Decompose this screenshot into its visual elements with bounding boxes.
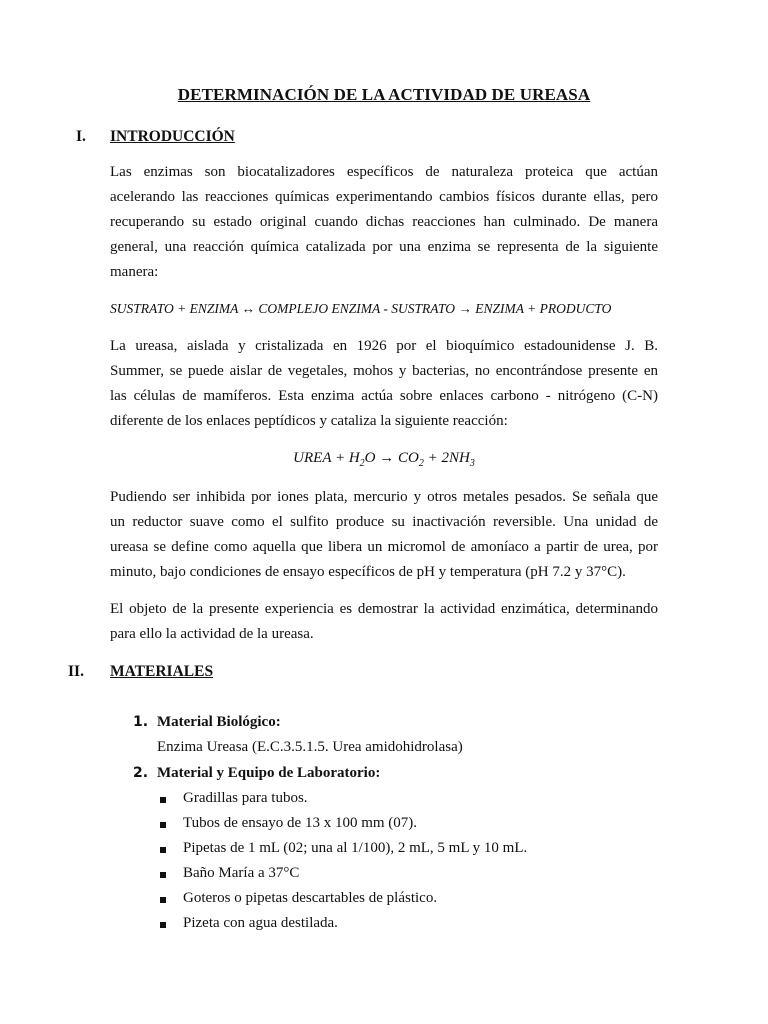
text-line: un reductor suave como el sulfito produce su inactivación reversible. Una unidad de [110,514,658,530]
square-bullet-icon [160,822,166,828]
eq-part: CO [398,450,419,466]
text-line: minuto, bajo condiciones de ensayo específicos de pH y temperatura (pH 7.2 y 37°C). [110,564,626,580]
text-line: manera: [110,264,159,280]
intro-paragraph-3 [110,485,658,585]
intro-paragraph-4 [110,597,658,647]
item-number: 1. [133,714,149,730]
text-line: Pudiendo ser inhibida por iones plata, mercurio y otros metales pesados. Se señala que [110,489,658,505]
text-line: recuperando su estado original cuando dichas reacciones han culminado. De manera [110,214,658,230]
text-line: las células de mamíferos. Esta enzima actúa sobre enlaces carbono - nitrógeno (C-N) [110,388,658,404]
bullet-text: Gradillas para tubos. [183,790,308,806]
square-bullet-icon [160,922,166,928]
item-title: Material Biológico: [157,714,281,730]
section-title-introduccion: INTRODUCCIÓN [110,128,235,145]
text-line: para ello la actividad de la ureasa. [110,626,314,642]
square-bullet-icon [160,872,166,878]
section-title-materiales: MATERIALES [110,663,214,680]
bullet-text: Baño María a 37°C [183,865,300,881]
text-line: diferente de los enlaces peptídicos y cataliza la siguiente reacción: [110,413,508,429]
text-line: acelerando las reacciones químicas experimentando cambios físicos durante ellas, pero [110,189,658,205]
eq-subscript: 3 [469,458,475,469]
section-number: II. [68,663,84,680]
urea-reaction-equation [0,450,768,469]
biological-material-text: Enzima Ureasa (E.C.3.5.1.5. Urea amidohidrolasa) [157,739,463,755]
intro-paragraph-1 [110,160,658,285]
item-title: Material y Equipo de Laboratorio: [157,765,381,781]
eq-subscript: 2 [359,458,365,469]
text-line: Summer, se puede aislar de vegetales, mohos y bacterias, no encontrándose presente en [110,363,658,379]
eq-part: O → [364,450,399,466]
square-bullet-icon [160,847,166,853]
bullet-text: Tubos de ensayo de 13 x 100 mm (07). [183,815,418,831]
document-title: DETERMINACIÓN DE LA ACTIVIDAD DE UREASA [177,85,591,104]
bullet-text: Pipetas de 1 mL (02; una al 1/100), 2 mL, 5 mL y 10 mL. [183,840,528,856]
section-number: I. [76,128,86,145]
enzyme-reaction-equation: SUSTRATO + ENZIMA ↔ COMPLEJO ENZIMA - SUSTRATO → ENZIMA + PRODUCTO [110,301,612,316]
text-line: Las enzimas son biocatalizadores específicos de naturaleza proteica que actúan [110,164,658,180]
text-line: general, una reacción química catalizada por una enzima se representa de la siguiente [110,239,658,255]
eq-subscript: 2 [418,458,424,469]
intro-paragraph-2 [110,334,658,434]
text-line: La ureasa, aislada y cristalizada en 1926 por el bioquímico estadounidense J. B. [110,338,658,354]
item-number: 2. [133,765,149,781]
square-bullet-icon [160,897,166,903]
square-bullet-icon [160,797,166,803]
text-line: El objeto de la presente experiencia es demostrar la actividad enzimática, determinando [110,601,658,617]
eq-part: UREA + H [293,450,360,466]
text-line: ureasa se define como aquella que libera un micromol de amoníaco a partir de urea, por [110,539,658,555]
bullet-text: Pizeta con agua destilada. [183,915,338,931]
materials-item-biological [133,714,281,731]
materials-item-lab-equipment [133,765,380,782]
eq-part: + 2NH [423,450,470,466]
bullet-text: Goteros o pipetas descartables de plástico. [183,890,438,906]
